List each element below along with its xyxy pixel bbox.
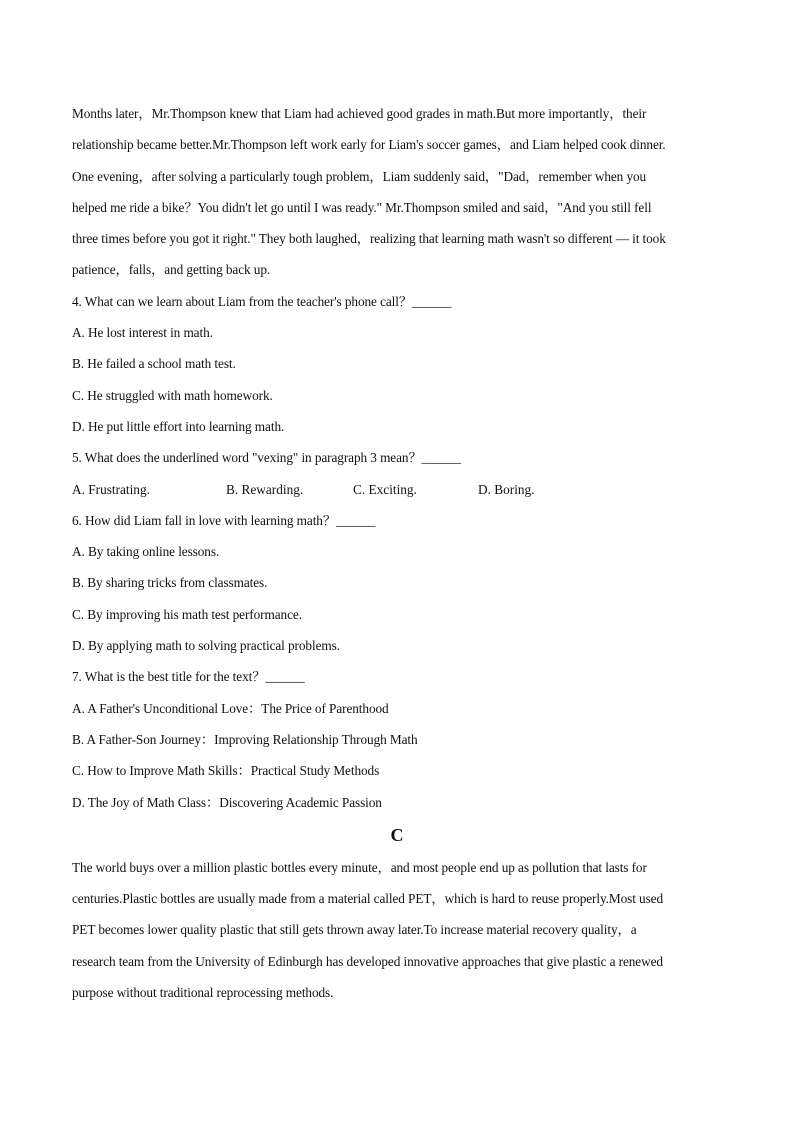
answer-option: B. By sharing tricks from classmates. [72,575,268,591]
answer-option: D. He put little effort into learning math. [72,418,285,434]
text-line: relationship became better.Mr.Thompson left work early for Liam's soccer games，and Liam helped cook dinner. [72,137,666,153]
text-line: PET becomes lower quality plastic that still gets thrown away later.To increase material recovery quality，a [72,922,637,938]
answer-option: C. How to Improve Math Skills：Practical Study Methods [72,763,380,779]
text-line: Months later，Mr.Thompson knew that Liam had achieved good grades in math.But more importantly，their [72,106,647,121]
text-line: purpose without traditional reprocessing methods. [72,985,334,1001]
section-heading: C [390,824,404,845]
question-stem: 4. What can we learn about Liam from the teacher's phone call？______ [72,293,452,309]
question-6 [72,505,717,661]
answer-option: A. A Father's Unconditional Love：The Price of Parenthood [72,700,389,716]
answer-option: B. A Father-Son Journey：Improving Relationship Through Math [72,731,418,747]
text-line: The world buys over a million plastic bottles every minute，and most people end up as pollution that lasts for [72,859,647,875]
question-5 [72,442,717,505]
answer-option: C. Exciting. [353,481,417,497]
answer-option: B. He failed a school math test. [72,356,236,372]
answer-option: A. By taking online lessons. [72,544,220,560]
question-stem: 5. What does the underlined word "vexing" in paragraph 3 mean？______ [72,450,461,466]
question-4 [72,286,717,442]
text-line: One evening，after solving a particularly tough problem，Liam suddenly said，"Dad，remember when you [72,168,647,184]
answer-option: D. By applying math to solving practical problems. [72,638,340,654]
passage-c-paragraph [72,852,717,1008]
text-line: centuries.Plastic bottles are usually made from a material called PET，which is hard to reuse properly.Most used [72,891,664,907]
answer-options-row [72,474,717,505]
answer-option: B. Rewarding. [226,481,304,497]
text-line: helped me ride a bike？You didn't let go until I was ready." Mr.Thompson smiled and said，"And you still fell [72,199,652,215]
answer-option: D. Boring. [478,481,535,497]
question-7 [72,661,717,817]
passage-b-paragraph [72,98,717,286]
answer-option: A. He lost interest in math. [72,325,213,341]
answer-option: C. He struggled with math homework. [72,387,273,403]
question-stem: 6. How did Liam fall in love with learning math？______ [72,512,376,528]
document-page [72,98,717,1008]
answer-option: C. By improving his math test performance. [72,606,302,622]
text-line: three times before you got it right." They both laughed，realizing that learning math wasn't so different — it took [72,231,666,247]
answer-option: A. Frustrating. [72,481,150,497]
question-stem: 7. What is the best title for the text？______ [72,669,305,685]
answer-option: D. The Joy of Math Class：Discovering Academic Passion [72,794,382,810]
text-line: patience，falls，and getting back up. [72,262,271,278]
text-line: research team from the University of Edinburgh has developed innovative approaches that give plastic a renewed [72,953,663,969]
